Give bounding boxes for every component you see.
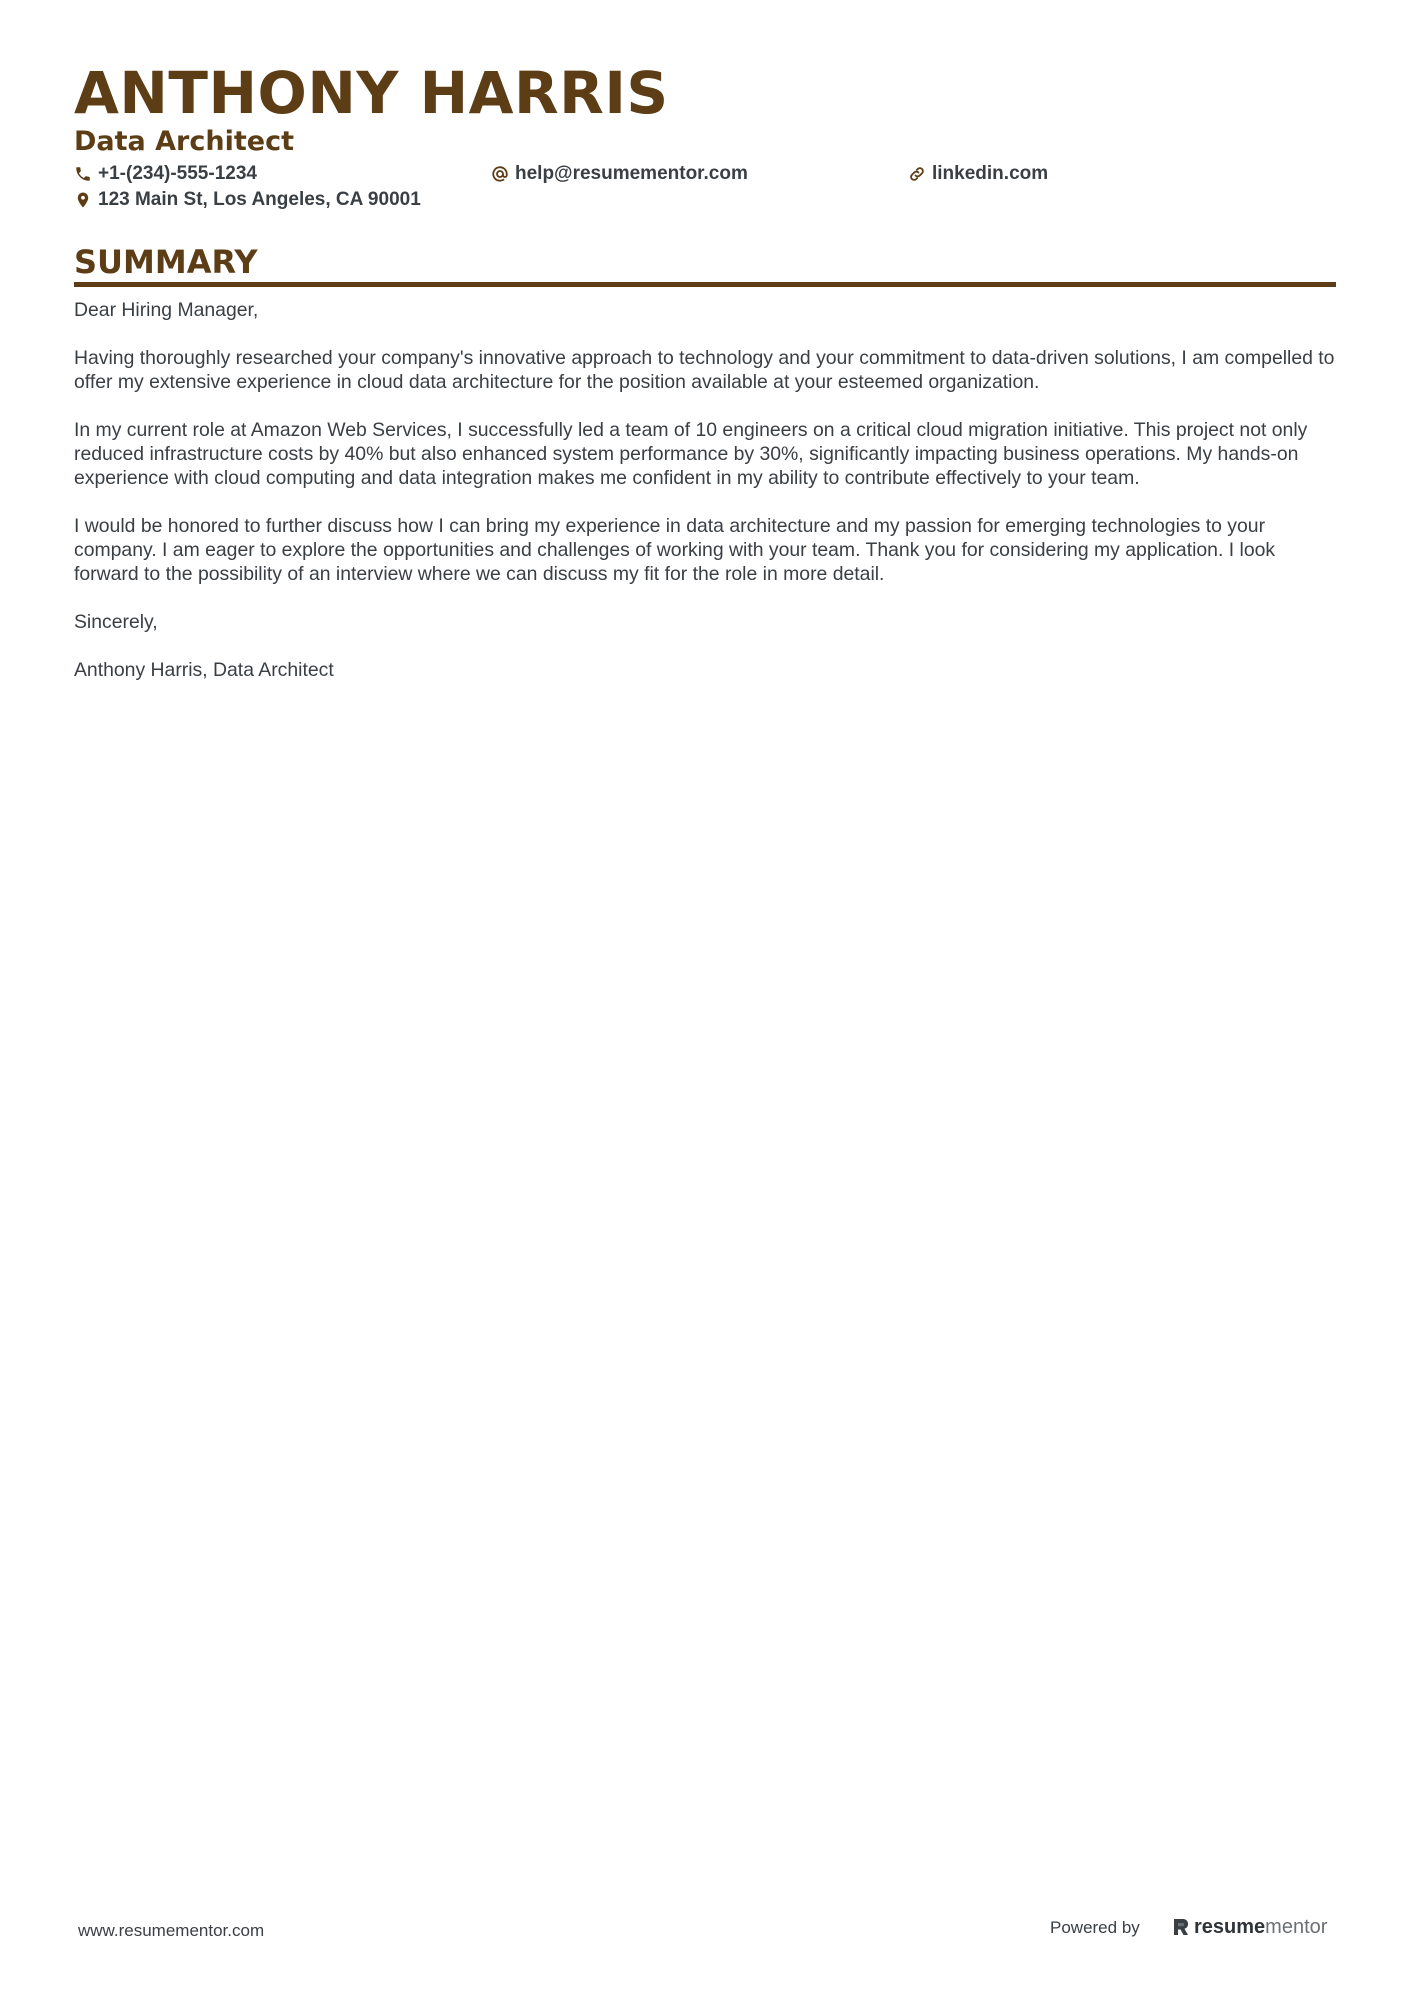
- brand-text-mentor: mentor: [1265, 1916, 1328, 1938]
- address-text: 123 Main St, Los Angeles, CA 90001: [98, 189, 421, 210]
- candidate-role: Data Architect: [74, 126, 294, 157]
- paragraph-closing: I would be honored to further discuss how I can bring my experience in data architecture and my passion for emerging technologies to your company. I am eager to explore the opportunities and challenges of working with your team. Thank you for considering my application. I look forward to the possibility of an interview where we can discuss my fit for the role in more detail.: [74, 515, 1276, 585]
- brand-logo[interactable]: [1172, 1914, 1327, 1940]
- link-text[interactable]: linkedin.com: [932, 163, 1049, 184]
- map-pin-icon: [74, 191, 92, 209]
- resumementor-logo-icon: [1172, 1916, 1190, 1938]
- phone-text: +1-(234)-555-1234: [98, 163, 257, 184]
- footer-url[interactable]: www.resumementor.com: [78, 1921, 265, 1940]
- at-icon: [491, 165, 509, 183]
- contact-link: [908, 161, 1048, 187]
- brand-text-resume: resume: [1194, 1916, 1266, 1938]
- paragraph-intro: Having thoroughly researched your company's innovative approach to technology and your commitment to data-driven solutions, I am compelled to offer my extensive experience in cloud data architecture for the position available at your esteemed organization.: [74, 347, 1335, 393]
- letter-body: [74, 298, 1336, 706]
- phone-icon: [74, 165, 92, 183]
- salutation: Dear Hiring Manager,: [74, 299, 259, 321]
- sign-off: Sincerely,: [74, 611, 158, 633]
- paragraph-experience: In my current role at Amazon Web Services, I successfully led a team of 10 engineers on a critical cloud migration initiative. This project not only reduced infrastructure costs by 40% but also enhanced system performance by 30%, significantly impacting business operations. My hands-on experience with cloud computing and data integration makes me confident in my ability to contribute effectively to your team.: [74, 419, 1308, 489]
- section-divider: [74, 282, 1336, 287]
- contact-phone: [74, 161, 257, 187]
- powered-by-label: Powered by: [1050, 1918, 1140, 1937]
- section-title: SUMMARY: [74, 243, 258, 281]
- contact-email: [491, 161, 748, 187]
- email-text[interactable]: help@resumementor.com: [515, 163, 748, 184]
- link-icon: [908, 165, 926, 183]
- contact-address: [74, 187, 421, 213]
- signature: Anthony Harris, Data Architect: [74, 659, 334, 681]
- candidate-name: ANTHONY HARRIS: [74, 59, 669, 127]
